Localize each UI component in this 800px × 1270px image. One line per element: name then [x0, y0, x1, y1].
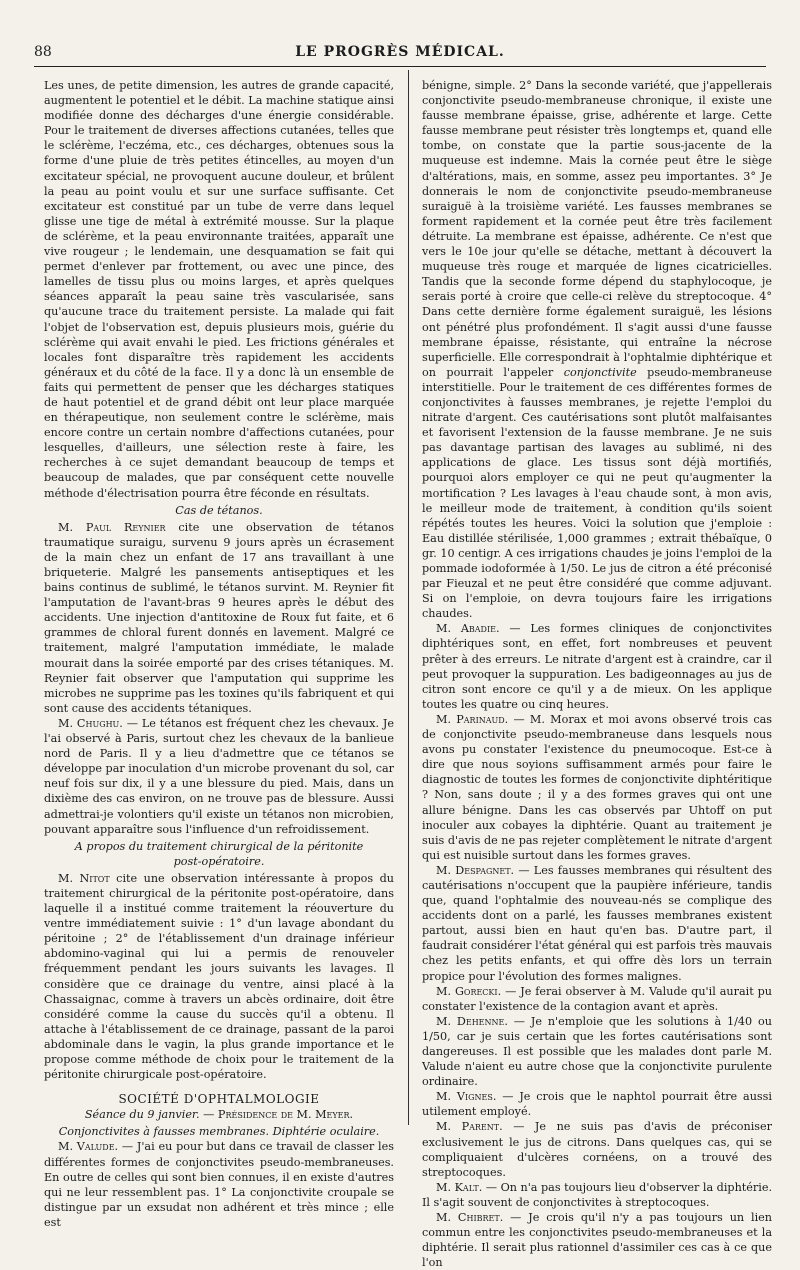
paragraph	[422, 1119, 772, 1179]
paragraph-text: — Les fausses membranes qui résultent des cautérisations n'occupent que la paupière inférieure, tandis que, quand l'ophtalmie des nouveau-nés se complique des accidents dont on a parlé, les fausses membranes existent partout, aussi bien en haut qu'en bas. D'autre part, il faudrait considérer l'état général qui est parfois très mauvais chez les petits enfants, et qui offre dès lors un terrain propice pour l'évolution des formes malignes.	[422, 863, 772, 983]
paragraph	[422, 1089, 772, 1119]
session-date: Séance du 9 janvier.	[84, 1108, 200, 1122]
paragraph	[422, 1210, 772, 1270]
paragraph-text: — Les formes cliniques de conjonctivites diphtériques sont, en effet, fort nombreuses et peuvent prêter à des erreurs. Le nitrate d'argent est à craindre, car il peut provoquer la suppuration. Les badigeonnages au jus de citron sont encore ce qu'il y a de mieux. On les applique toutes les quatre ou cinq heures.	[422, 622, 772, 711]
subtitle-line: A propos du traitement chirurgical de la péritonite	[74, 839, 364, 853]
paragraph-text: cite une observation de tétanos traumatique suraigu, survenu 9 jours après un écrasement de la main chez un enfant de 17 ans travaillant à une briqueterie. Malgré les pansements antiseptiques et les bains continus de sublimé, le tétanos survint. M. Reynier fit l'amputation de l'avant-bras 9 heures après le début des accidents. Une injection d'antitoxine de Roux fut faite, et 6 grammes de chloral furent donnés en lavement. Malgré ce traitement, malgré l'amputation immédiate, le malade mourait dans la soirée emporté par des crises tétaniques. M. Reynier fait observer que l'amputation qui supprime les microbes ne supprime pas les toxines qu'ils fabriquent et qui sont cause des accidents tétaniques.	[44, 520, 394, 715]
paragraph-text: — Je n'emploie que les solutions à 1/40 ou 1/50, car je suis certain que les fortes cautérisations sont dangereuses. Il est possible que les malades dont parle M. Valude n'aient eu autre chose que la conjonctivite purulente ordinaire.	[422, 1014, 772, 1089]
society-heading: SOCIÉTÉ D'OPHTALMOLOGIE	[118, 1092, 320, 1107]
right-column	[422, 78, 772, 1270]
speaker-name: M. Nitot	[58, 871, 110, 885]
paragraph	[44, 716, 394, 837]
page-number: 88	[34, 44, 52, 60]
header-rule	[34, 66, 766, 67]
paragraph	[44, 871, 394, 1082]
column-divider	[408, 70, 409, 1125]
speaker-name: M. Chibret.	[436, 1211, 504, 1225]
left-column	[44, 78, 394, 1230]
paragraph-text: — Le tétanos est fréquent chez les chevaux. Je l'ai observé à Paris, surtout chez les chevaux de la banlieue nord de Paris. Il y a lieu d'admettre que ce tétanos se développe par inoculation d'un microbe provenant du sol, car neuf fois sur dix, il y a une blessure du pied. Mais, dans un dixième des cas environ, on ne trouve pas de blessure. Aussi admettrai-je volontiers qu'il existe un tétanos non microbien, pouvant apparaître sous l'influence d'un refroidissement.	[44, 716, 394, 836]
paragraph-text: — On n'a pas toujours lieu d'observer la diphtérie. Il s'agit souvent de conjonctivites à streptocoques.	[422, 1180, 772, 1209]
speaker-name: M. Dehenne.	[436, 1014, 508, 1028]
speaker-name: M. Chughu.	[58, 716, 123, 730]
paragraph-text: bénigne, simple. 2° Dans la seconde variété, que j'appellerais conjonctivite pseudo-membraneuse chronique, il existe une fausse membrane épaisse, grise, adhérente et large. Cette fausse membrane peut résister très longtemps et, quand elle tombe, on constate que la partie sous-jacente de la muqueuse est indemne. Mais la cornée peut être le siège d'altérations, mais, en somme, assez peu importantes. 3° Je donnerais le nom de conjonctivite pseudo-membraneuse suraiguë à la troisième variété. Les fausses membranes se forment rapidement et la cornée peut être très facilement détruite. La membrane est épaisse, adhérente. Ce n'est que vers le 10e jour qu'elle se détache, mettant à découvert la muqueuse très rouge et marquée de lignes cicatricielles. Tandis que la seconde forme dépend du staphylocoque, je serais porté à croire que celle-ci relève du streptocoque. 4° Dans cette dernière forme également suraiguë, les lésions ont pénétré plus profondément. Il s'agit aussi d'une fausse membrane épaisse, résistante, qui entraîne la nécrose superficielle. Elle correspondrait à l'ophtalmie diphtérique et on pourrait l'appeler	[422, 79, 772, 379]
subtitle-line: post-opératoire.	[173, 854, 265, 868]
paragraph	[422, 1014, 772, 1089]
speaker-name: M. Despagnet.	[436, 863, 515, 877]
speaker-name: M. Abadie.	[436, 622, 500, 636]
speaker-name: M. Parent.	[436, 1120, 503, 1134]
paragraph: Les unes, de petite dimension, les autres de grande capacité, augmentent le potentiel et le débit. La machine statique ainsi modifiée donne des décharges d'une énergie considérable. Pour le traitement de diverses affections cutanées, telles que le sclérème, l'eczéma, etc., ces décharges, obtenues sous la forme d'une pluie de très petites étincelles, au moyen d'un excitateur spécial, ne provoquent aucune douleur, et brûlent la peau au point voulu et sur une surface suffisante. Cet excitateur est constitué par un tube de verre dans lequel glisse une tige de métal à extrémité mousse. Sur la plaque de sclérème, et la peau environnante traitées, apparaît une vive rougeur ; le lendemain, une desquamation se fait qui permet d'enlever par frottement, ou avec une pince, des lamelles de tissu plus ou moins larges, et après quelques séances apparaît la peau saine très vascularisée, sans qu'aucune trace du traitement persiste. La malade qui fait l'objet de l'observation est, depuis plusieurs mois, guérie du sclérème qui avait envahi le pied. Les frictions générales et locales font disparaître très rapidement les accidents généraux et du côté de la face. Il y a donc là un ensemble de faits qui permettent de penser que les décharges statiques de haut potentiel et de grand débit ont leur place marquée en thérapeutique, non seulement contre le sclérème, mais encore contre un certain nombre d'affections cutanées, pour lesquelles, d'ailleurs, une sélection reste à faire, les recherches à ce sujet demandant beaucoup de temps et beaucoup de malades, que par conséquent cette nouvelle méthode d'électrisation pourra être féconde en résultats.	[44, 79, 394, 500]
session-line	[44, 1107, 394, 1122]
speaker-name: M. Paul Reynier	[58, 520, 166, 534]
paragraph	[422, 984, 772, 1014]
paragraph-text: pseudo-membraneuse interstitielle. Pour le traitement de ces différentes formes de conjonctivites à fausses membranes, je rejette l'emploi du nitrate d'argent. Ces cautérisations sont plutôt malfaisantes et favorisent l'extension de la fausse membrane. Je ne suis pas davantage partisan des lavages au sublimé, ni des applications de glace. Les tissus sont déjà mortifiés, pourquoi alors employer ce qui ne peut qu'augmenter la mortification ? Les lavages à l'eau chaude sont, à mon avis, le meilleur mode de traitement, à condition qu'ils soient répétés toutes les heures. Voici la solution que j'emploie : Eau distillée stérilisée, 1,000 grammes ; extrait thébaïque, 0 gr. 10 centigr. A ces irrigations chaudes je joins l'emploi de la pommade iodoformée à 1/50. Le jus de citron a été préconisé par Fieuzal et ne peut être considéré que comme adjuvant. Si on l'emploie, on devra toujours faire les irrigations chaudes.	[422, 365, 772, 621]
italic-term: conjonctivite	[563, 365, 637, 379]
section-subtitle-peritonite	[44, 839, 394, 869]
paragraph-text: — Je ferai observer à M. Valude qu'il aurait pu constater l'existence de la contagion avant et après.	[422, 984, 772, 1013]
paragraph-text: — M. Morax et moi avons observé trois cas de conjonctivite pseudo-membraneuse dans lesquels nous avons pu constater l'existence du pneumocoque. Est-ce à dire que nous soyions suffisamment armés pour faire le diagnostic de toutes les formes de conjonctivite diphtéritique ? Non, sans doute ; il y a des formes graves qui ont une allure bénigne. Dans les cas observés par Uhtoff on put inoculer aux cobayes la diphtérie. Quant au traitement je suis d'avis de ne pas rejeter complètement le nitrate d'argent qui est nuisible surtout dans les formes graves.	[422, 712, 773, 862]
paragraph-text: — Je crois que le naphtol pourrait être aussi utilement employé.	[422, 1090, 772, 1119]
speaker-name: M. Vignes.	[436, 1090, 497, 1104]
paragraph	[422, 1180, 772, 1210]
paragraph	[44, 520, 394, 716]
paragraph	[422, 712, 772, 863]
paragraph	[44, 1139, 394, 1230]
page-header	[34, 44, 766, 68]
paragraph-text: — Je ne suis pas d'avis de préconiser exclusivement le jus de citrons. Dans quelques cas, qui se compliquaient d'ulcères cornéens, on a trouvé des streptocoques.	[422, 1120, 772, 1179]
paragraph-text: — Je crois qu'il n'y a pas toujours un lien commun entre les conjonctivites pseudo-membraneuses et la diphtérie. Il serait plus rationnel d'assimiler ces cas à ce que l'on	[422, 1211, 772, 1270]
speaker-name: M. Valude.	[58, 1140, 119, 1154]
paragraph	[422, 621, 772, 712]
speaker-name: M. Kalt.	[436, 1180, 483, 1194]
paragraph	[422, 863, 772, 984]
session-president: — Présidence de M. Meyer.	[199, 1108, 354, 1122]
paragraph-text: — J'ai eu pour but dans ce travail de classer les différentes formes de conjonctivites pseudo-membraneuses. En outre de celles qui sont bien connues, il en existe d'autres qui ne leur ressemblent pas. 1° La conjonctivite croupale se distingue par un exsudat non adhérent et très mince ; elle est	[44, 1140, 394, 1229]
section-subtitle-tetanos: Cas de tétanos.	[175, 503, 263, 517]
paragraph	[422, 78, 772, 621]
speaker-name: M. Parinaud.	[436, 712, 509, 726]
speaker-name: M. Gorecki.	[436, 984, 502, 998]
paragraph-text: cite une observation intéressante à propos du traitement chirurgical de la péritonite post-opératoire, dans laquelle il a institué comme traitement la réouverture du ventre immédiatement suivie : 1° d'un lavage abondant du péritoine ; 2° de l'établissement d'un drainage inférieur abdomino-vaginal qui lui a permis de renouveler fréquemment pendant les jours suivants les lavages. Il considère que ce drainage du ventre, ainsi placé à la Chassaignac, comme à travers un abcès ordinaire, doit être considéré comme la cause du succès qu'il a obtenu. Il attache à l'établissement de ce drainage, passant de la paroi abdominale dans le vagin, la plus grande importance et le propose comme méthode de choix pour le traitement de la péritonite chirurgicale post-opératoire.	[44, 871, 394, 1082]
topic-heading: Conjonctivites à fausses membranes. Diphtérie oculaire.	[58, 1125, 380, 1139]
journal-title: LE PROGRÈS MÉDICAL.	[295, 44, 505, 60]
